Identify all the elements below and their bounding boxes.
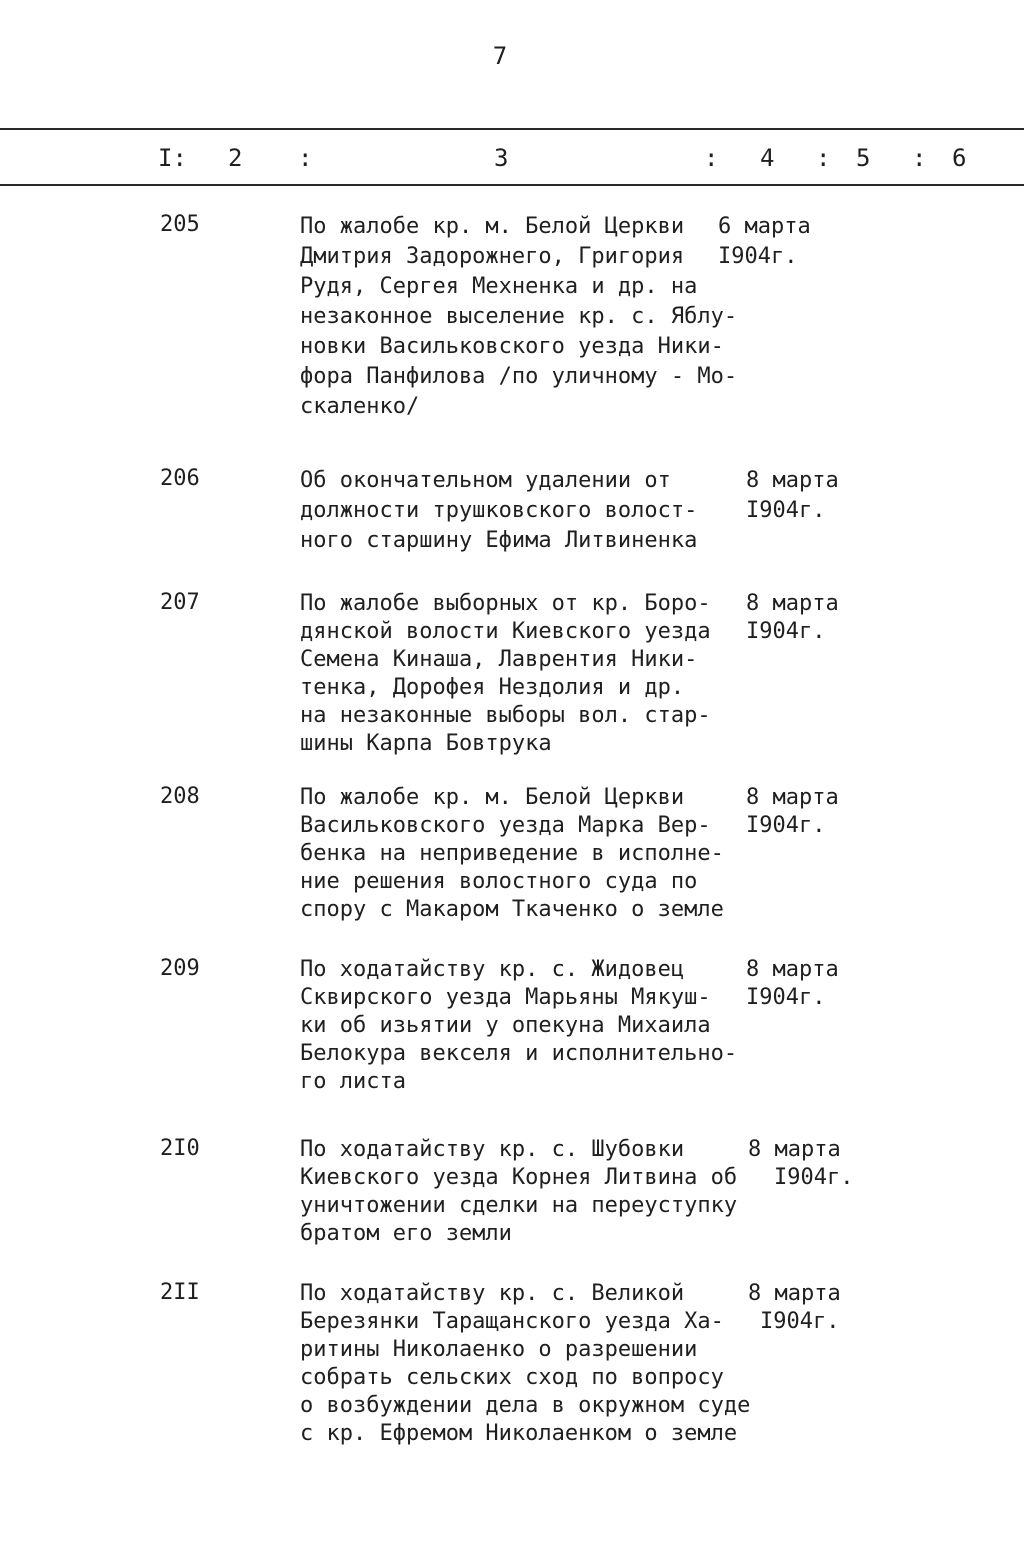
- column-header-1: I:: [158, 144, 187, 172]
- date-year: I904г.: [746, 498, 826, 523]
- date-day-month: 8 марта: [748, 1281, 841, 1306]
- entry-date: [746, 590, 839, 646]
- description-line: уничтожении сделки на переуступку: [300, 1193, 738, 1218]
- entry-number: 2II: [160, 1280, 200, 1305]
- entry-date: [748, 1136, 853, 1192]
- description-line: фора Панфилова /по уличному - Мо-: [300, 364, 738, 389]
- description-line: По ходатайству кр. с. Жидовец: [300, 957, 685, 982]
- register-entry: [0, 1136, 1024, 1246]
- description-line: Рудя, Сергея Мехненка и др. на: [300, 274, 698, 299]
- description-line: По жалобе выборных от кр. Боро-: [300, 591, 711, 616]
- date-year: I904г.: [746, 985, 826, 1010]
- date-day-month: 8 марта: [746, 957, 839, 982]
- description-line: Киевского уезда Корнея Литвина об: [300, 1165, 738, 1190]
- description-line: спору с Макаром Ткаченко о земле: [300, 897, 724, 922]
- entry-description: [300, 590, 770, 758]
- description-line: братом его земли: [300, 1221, 512, 1246]
- date-year: I904г.: [718, 244, 798, 269]
- description-line: По жалобе кр. м. Белой Церкви: [300, 785, 685, 810]
- description-line: должности трушковского волост-: [300, 498, 698, 523]
- description-line: Васильковского уезда Марка Вер-: [300, 813, 711, 838]
- register-entry: [0, 956, 1024, 1094]
- description-line: ного старшину Ефима Литвиненка: [300, 528, 698, 553]
- entry-description: [300, 956, 770, 1096]
- page-number: 7: [492, 42, 508, 70]
- date-year: I904г.: [746, 813, 826, 838]
- description-line: с кр. Ефремом Николаенком о земле: [300, 1421, 738, 1446]
- header-bottom-rule: [0, 184, 1024, 186]
- date-day-month: 8 марта: [746, 591, 839, 616]
- description-line: ние решения волостного суда по: [300, 869, 698, 894]
- register-entry: [0, 784, 1024, 922]
- entry-number: 209: [160, 956, 200, 981]
- date-day-month: 8 марта: [746, 468, 839, 493]
- description-line: дянской волости Киевского уезда: [300, 619, 711, 644]
- entry-description: [300, 212, 770, 422]
- column-separator: :: [704, 144, 719, 172]
- date-day-month: 8 марта: [746, 785, 839, 810]
- description-line: Дмитрия Задорожнего, Григория: [300, 244, 685, 269]
- description-line: шины Карпа Бовтрука: [300, 731, 552, 756]
- description-line: Белокура векселя и исполнительно-: [300, 1041, 738, 1066]
- entry-date: [746, 466, 839, 526]
- entry-description: [300, 466, 770, 556]
- description-line: Семена Кинаша, Лаврентия Ники-: [300, 647, 698, 672]
- entry-date: [718, 212, 811, 272]
- column-header-6: 6: [952, 144, 967, 172]
- entry-number: 207: [160, 590, 200, 615]
- description-line: Об окончательном удалении от: [300, 468, 671, 493]
- column-separator: :: [816, 144, 831, 172]
- column-header-5: 5: [856, 144, 871, 172]
- column-header-4: 4: [760, 144, 775, 172]
- column-header-3: 3: [494, 144, 509, 172]
- date-year: I904г.: [746, 619, 826, 644]
- description-line: новки Васильковского уезда Ники-: [300, 334, 724, 359]
- entry-date: [746, 956, 839, 1012]
- description-line: Березянки Таращанского уезда Ха-: [300, 1309, 724, 1334]
- entry-description: [300, 784, 770, 924]
- register-entry: [0, 590, 1024, 756]
- entry-number: 206: [160, 466, 200, 491]
- date-day-month: 8 марта: [748, 1137, 841, 1162]
- entry-date: [748, 1280, 841, 1336]
- column-header-2: 2: [228, 144, 243, 172]
- header-top-rule: [0, 128, 1024, 130]
- description-line: тенка, Дорофея Нездолия и др.: [300, 675, 685, 700]
- entry-description: [300, 1136, 770, 1248]
- entry-number: 2I0: [160, 1136, 200, 1161]
- description-line: Сквирского уезда Марьяны Мякуш-: [300, 985, 711, 1010]
- description-line: собрать сельских сход по вопросу: [300, 1365, 724, 1390]
- date-year: I904г.: [760, 1309, 840, 1334]
- register-entry: [0, 212, 1024, 419]
- column-separator: :: [912, 144, 927, 172]
- entry-number: 208: [160, 784, 200, 809]
- description-line: го листа: [300, 1069, 406, 1094]
- column-separator: :: [298, 144, 313, 172]
- description-line: ки об изьятии у опекуна Михаила: [300, 1013, 711, 1038]
- date-year: I904г.: [774, 1165, 854, 1190]
- date-day-month: 6 марта: [718, 214, 811, 239]
- register-entry: [0, 1280, 1024, 1446]
- entry-description: [300, 1280, 770, 1448]
- description-line: на незаконные выборы вол. стар-: [300, 703, 711, 728]
- description-line: ритины Николаенко о разрешении: [300, 1337, 698, 1362]
- description-line: По ходатайству кр. с. Великой: [300, 1281, 685, 1306]
- description-line: о возбуждении дела в окружном суде: [300, 1393, 751, 1418]
- description-line: По жалобе кр. м. Белой Церкви: [300, 214, 685, 239]
- description-line: бенка на неприведение в исполне-: [300, 841, 724, 866]
- entry-number: 205: [160, 212, 200, 237]
- description-line: По ходатайству кр. с. Шубовки: [300, 1137, 685, 1162]
- register-entry: [0, 466, 1024, 553]
- description-line: незаконное выселение кр. с. Яблу-: [300, 304, 738, 329]
- entry-date: [746, 784, 839, 840]
- description-line: скаленко/: [300, 394, 420, 419]
